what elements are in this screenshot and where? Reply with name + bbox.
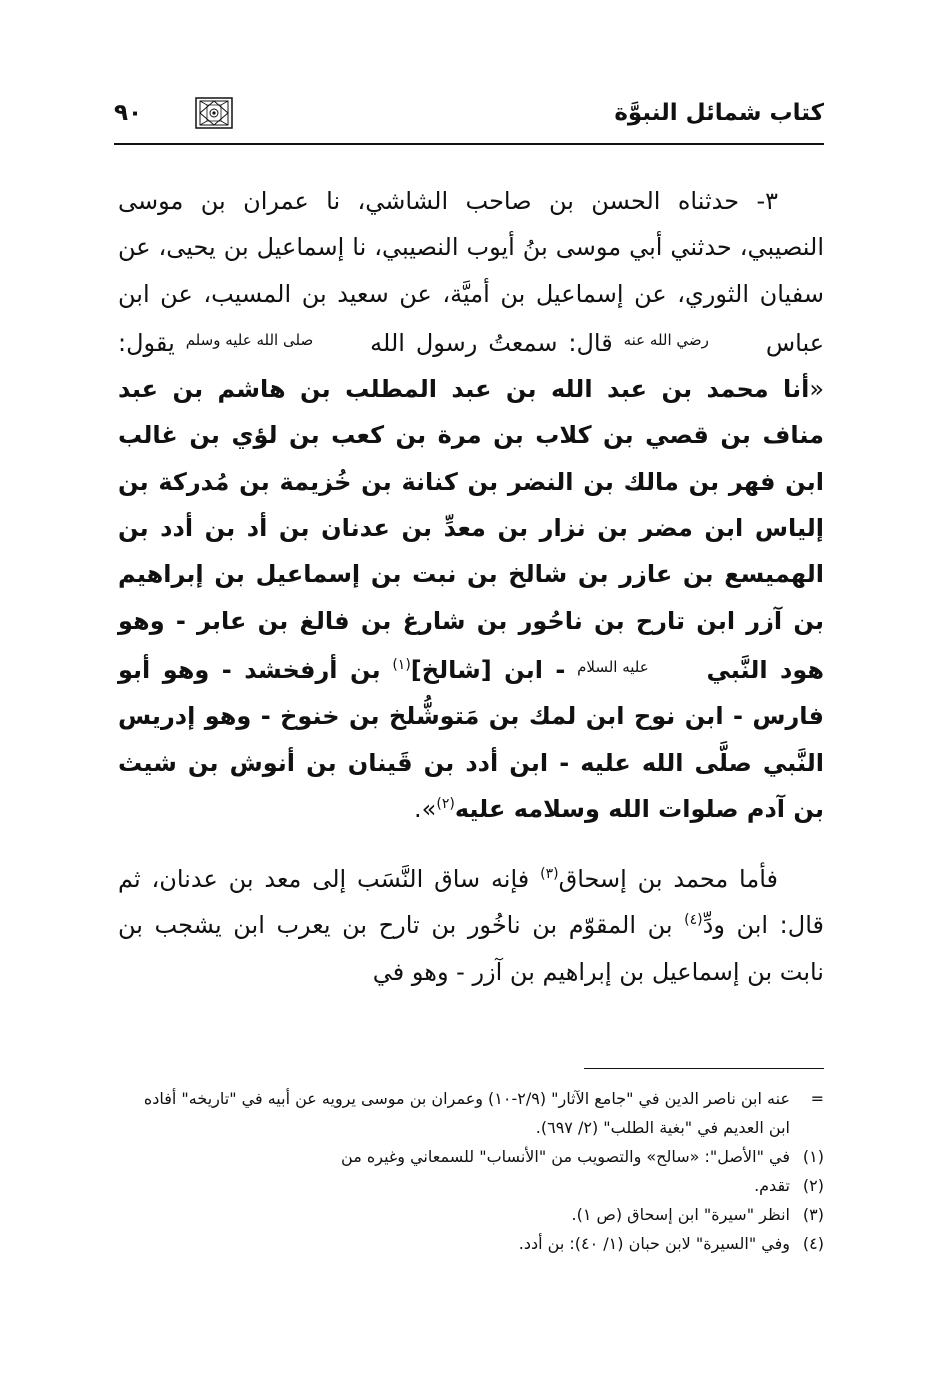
footnote-mark: (٢) [802, 1176, 824, 1195]
para2-text-3: بن المقوّم بن ناخُور بن تارح بن يعرب ابن يشجب بن نابت بن إسماعيل بن إبراهيم بن آزر - وهو في [118, 911, 824, 986]
radiya-allah-glyph: رضي الله عنه [623, 330, 709, 349]
footnote-4 [118, 1229, 824, 1258]
footnote-ref-3: (٣) [540, 866, 559, 883]
footnote-continued [118, 1084, 824, 1142]
footnote-mark: = [810, 1089, 824, 1108]
footnote-3 [118, 1200, 824, 1229]
quote-end: ». [414, 794, 437, 823]
footnote-mark: (٣) [802, 1205, 824, 1224]
salawat-glyph: صلى الله عليه وسلم [185, 330, 314, 349]
lineage-text-2: - ابن [شالخ] [410, 655, 566, 684]
footnote-ref-1: (١) [392, 656, 411, 673]
footnotes [118, 1084, 824, 1258]
footnote-text: تقدم. [754, 1176, 790, 1195]
footnote-text: عنه ابن ناصر الدين في "جامع الآثار" (٢/٩-١٠) وعمران بن موسى يرويه عن أبيه في "تاريخه" أفاده ابن العديم في "بغية الطلب" (٢/ ٦٩٧). [143, 1089, 790, 1137]
footnote-text: في "الأصل": «سالح» والتصويب من "الأنساب" للسمعاني وغيره من [341, 1147, 790, 1166]
footnote-ref-2: (٢) [436, 795, 455, 812]
hadith-paragraph [118, 178, 824, 832]
page-number: ٩٠ [114, 100, 143, 126]
footnote-mark: (١) [802, 1147, 824, 1166]
lineage-text-1: أنا محمد بن عبد الله بن عبد المطلب بن هاشم بن عبد مناف بن قصي بن كلاب بن مرة بن كعب بن لؤي بن غالب ابن فهر بن مالك بن النضر بن كنانة بن خُزيمة بن مُدركة بن إلياس ابن مضر بن نزار بن معدِّ بن عدنان بن أد بن أدد بن الهميسع بن عازر بن شالخ بن نبت بن إسماعيل بن إبراهيم بن آزر ابن تارح بن ناحُور بن شارغ بن فالغ بن عابر - وهو هود النَّبي [118, 375, 825, 684]
footnote-rule [584, 1068, 824, 1069]
footnote-ref-4: (٤) [684, 912, 703, 929]
running-header [114, 96, 824, 146]
para2-text-2: فإنه ساق النَّسَب إلى معد بن عدنان، ثم قال: ابن ودِّ [118, 865, 824, 940]
footnote-mark: (٤) [802, 1234, 824, 1253]
footnote-2 [118, 1171, 824, 1200]
footnote-1 [118, 1142, 824, 1171]
footnote-text: وفي "السيرة" لابن حبان (١/ ٤٠): بن أدد. [518, 1234, 790, 1253]
footnote-text: انظر "سيرة" ابن إسحاق (ص ١). [571, 1205, 790, 1224]
para2-text-1: فأما محمد بن إسحاق [558, 865, 779, 894]
header-rule [114, 143, 824, 145]
yaqul-text: يقول: « [118, 328, 824, 404]
book-title: كتاب شمائل النبوَّة [614, 100, 824, 126]
isnad-text: ٣- حدثناه الحسن بن صاحب الشاشي، نا عمران بن موسى النصيبي، حدثني أبي موسى بنُ أيوب النصيبي، نا إسماعيل بن يحيى، عن سفيان الثوري، عن إسماعيل بن أميَّة، عن سعيد بن المسيب، عن ابن عباس [118, 187, 825, 357]
ibn-ishaq-paragraph [118, 856, 824, 995]
ornament-icon [194, 96, 234, 130]
lineage-text-3: بن أرفخشد - وهو أبو فارس - ابن نوح ابن لمك بن مَتوشُّلخ بن خنوخ - وهو إدريس النَّبي صلَّى الله عليه - ابن أدد بن قَينان بن أنوش بن شيث بن آدم صلوات الله وسلامه عليه [118, 655, 824, 823]
qala-text: قال: سمعتُ رسول الله [370, 328, 613, 357]
main-text [118, 178, 824, 995]
alayhi-salam-glyph: عليه السلام [577, 657, 649, 676]
